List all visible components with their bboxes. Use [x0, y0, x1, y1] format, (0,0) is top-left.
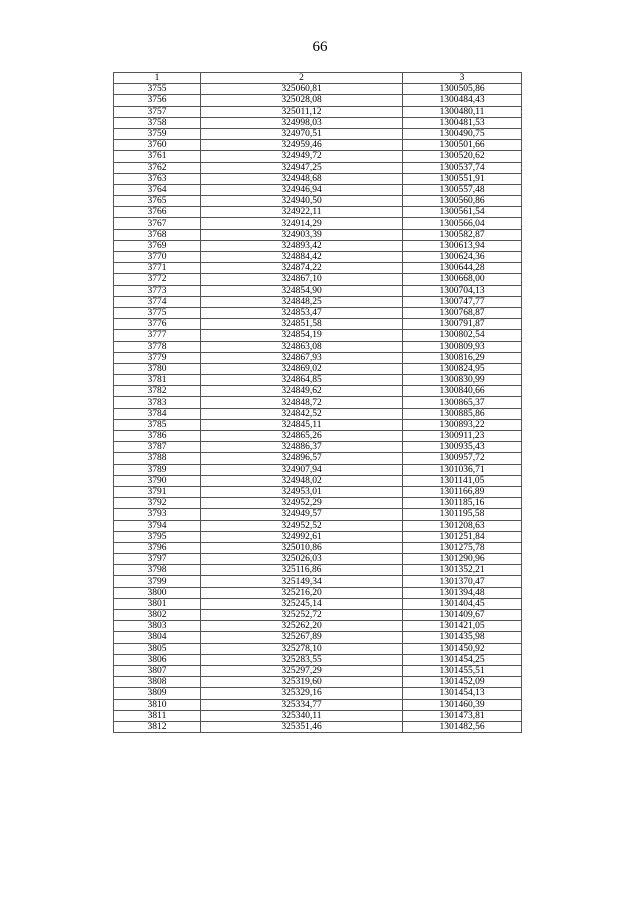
y-coordinate-cell: 1301251,84	[403, 531, 522, 542]
point-number-cell: 3797	[114, 554, 201, 565]
x-coordinate-cell: 324952,52	[201, 520, 403, 531]
y-coordinate-cell: 1301166,89	[403, 486, 522, 497]
header-row	[114, 73, 522, 84]
point-number-cell: 3762	[114, 162, 201, 173]
point-number-cell: 3791	[114, 486, 201, 497]
point-number-cell: 3770	[114, 252, 201, 263]
point-number-cell: 3766	[114, 207, 201, 218]
table-row	[114, 285, 522, 296]
y-coordinate-cell: 1301421,05	[403, 621, 522, 632]
x-coordinate-cell: 325010,86	[201, 542, 403, 553]
x-coordinate-cell: 324903,39	[201, 229, 403, 240]
x-coordinate-cell: 325149,34	[201, 576, 403, 587]
point-number-cell: 3806	[114, 654, 201, 665]
x-coordinate-cell: 324867,93	[201, 352, 403, 363]
column-header-point: 1	[114, 73, 201, 84]
table-row	[114, 386, 522, 397]
x-coordinate-cell: 325334,77	[201, 699, 403, 710]
x-coordinate-cell: 325060,81	[201, 84, 403, 95]
point-number-cell: 3758	[114, 117, 201, 128]
table-row	[114, 240, 522, 251]
x-coordinate-cell: 324848,72	[201, 397, 403, 408]
x-coordinate-cell: 324874,22	[201, 263, 403, 274]
x-coordinate-cell: 325252,72	[201, 610, 403, 621]
point-number-cell: 3755	[114, 84, 201, 95]
point-number-cell: 3775	[114, 307, 201, 318]
point-number-cell: 3803	[114, 621, 201, 632]
point-number-cell: 3812	[114, 721, 201, 732]
x-coordinate-cell: 324907,94	[201, 464, 403, 475]
table-row	[114, 117, 522, 128]
y-coordinate-cell: 1300520,62	[403, 151, 522, 162]
table-row	[114, 352, 522, 363]
y-coordinate-cell: 1300865,37	[403, 397, 522, 408]
point-number-cell: 3810	[114, 699, 201, 710]
x-coordinate-cell: 324959,46	[201, 140, 403, 151]
table-row	[114, 296, 522, 307]
page-number: 66	[312, 39, 328, 55]
point-number-cell: 3794	[114, 520, 201, 531]
point-number-cell: 3771	[114, 263, 201, 274]
table-row	[114, 699, 522, 710]
table-body	[114, 84, 522, 733]
point-number-cell: 3808	[114, 677, 201, 688]
y-coordinate-cell: 1301290,96	[403, 554, 522, 565]
table-row	[114, 632, 522, 643]
x-coordinate-cell: 325297,29	[201, 665, 403, 676]
x-coordinate-cell: 324948,02	[201, 475, 403, 486]
point-number-cell: 3790	[114, 475, 201, 486]
table-row	[114, 375, 522, 386]
point-number-cell: 3756	[114, 95, 201, 106]
point-number-cell: 3779	[114, 352, 201, 363]
column-header-x: 2	[201, 73, 403, 84]
table-row	[114, 330, 522, 341]
point-number-cell: 3798	[114, 565, 201, 576]
point-number-cell: 3789	[114, 464, 201, 475]
point-number-cell: 3767	[114, 218, 201, 229]
table-row	[114, 151, 522, 162]
coordinates-table	[113, 72, 522, 733]
table-row	[114, 128, 522, 139]
y-coordinate-cell: 1300935,43	[403, 442, 522, 453]
y-coordinate-cell: 1300490,75	[403, 128, 522, 139]
y-coordinate-cell: 1300824,95	[403, 363, 522, 374]
y-coordinate-cell: 1300802,54	[403, 330, 522, 341]
x-coordinate-cell: 324949,72	[201, 151, 403, 162]
x-coordinate-cell: 325028,08	[201, 95, 403, 106]
table-row	[114, 341, 522, 352]
y-coordinate-cell: 1300704,13	[403, 285, 522, 296]
y-coordinate-cell: 1301454,25	[403, 654, 522, 665]
point-number-cell: 3811	[114, 710, 201, 721]
x-coordinate-cell: 325262,20	[201, 621, 403, 632]
point-number-cell: 3784	[114, 408, 201, 419]
point-number-cell: 3792	[114, 498, 201, 509]
point-number-cell: 3780	[114, 363, 201, 374]
x-coordinate-cell: 325351,46	[201, 721, 403, 732]
x-coordinate-cell: 324848,25	[201, 296, 403, 307]
y-coordinate-cell: 1301473,81	[403, 710, 522, 721]
x-coordinate-cell: 325026,03	[201, 554, 403, 565]
x-coordinate-cell: 325278,10	[201, 643, 403, 654]
y-coordinate-cell: 1301195,58	[403, 509, 522, 520]
y-coordinate-cell: 1300957,72	[403, 453, 522, 464]
table-row	[114, 229, 522, 240]
table-row	[114, 173, 522, 184]
x-coordinate-cell: 324946,94	[201, 184, 403, 195]
y-coordinate-cell: 1300566,04	[403, 218, 522, 229]
table-row	[114, 95, 522, 106]
table-row	[114, 408, 522, 419]
y-coordinate-cell: 1300582,87	[403, 229, 522, 240]
y-coordinate-cell: 1301185,16	[403, 498, 522, 509]
y-coordinate-cell: 1301404,45	[403, 598, 522, 609]
table-row	[114, 319, 522, 330]
x-coordinate-cell: 325283,55	[201, 654, 403, 665]
y-coordinate-cell: 1301435,98	[403, 632, 522, 643]
point-number-cell: 3772	[114, 274, 201, 285]
point-number-cell: 3787	[114, 442, 201, 453]
point-number-cell: 3804	[114, 632, 201, 643]
x-coordinate-cell: 324970,51	[201, 128, 403, 139]
table-row	[114, 363, 522, 374]
point-number-cell: 3782	[114, 386, 201, 397]
x-coordinate-cell: 324851,58	[201, 319, 403, 330]
table-row	[114, 453, 522, 464]
table-row	[114, 397, 522, 408]
point-number-cell: 3777	[114, 330, 201, 341]
table-row	[114, 710, 522, 721]
column-header-y: 3	[403, 73, 522, 84]
y-coordinate-cell: 1300561,54	[403, 207, 522, 218]
point-number-cell: 3800	[114, 587, 201, 598]
x-coordinate-cell: 324869,02	[201, 363, 403, 374]
point-number-cell: 3802	[114, 610, 201, 621]
y-coordinate-cell: 1300537,74	[403, 162, 522, 173]
x-coordinate-cell: 324940,50	[201, 196, 403, 207]
y-coordinate-cell: 1300816,29	[403, 352, 522, 363]
x-coordinate-cell: 324948,68	[201, 173, 403, 184]
x-coordinate-cell: 324947,25	[201, 162, 403, 173]
table-row	[114, 554, 522, 565]
table-row	[114, 531, 522, 542]
y-coordinate-cell: 1300747,77	[403, 296, 522, 307]
table-row	[114, 84, 522, 95]
point-number-cell: 3781	[114, 375, 201, 386]
x-coordinate-cell: 324949,57	[201, 509, 403, 520]
y-coordinate-cell: 1300830,99	[403, 375, 522, 386]
point-number-cell: 3759	[114, 128, 201, 139]
table-row	[114, 643, 522, 654]
x-coordinate-cell: 324854,90	[201, 285, 403, 296]
x-coordinate-cell: 325245,14	[201, 598, 403, 609]
x-coordinate-cell: 325319,60	[201, 677, 403, 688]
y-coordinate-cell: 1300501,66	[403, 140, 522, 151]
y-coordinate-cell: 1301370,47	[403, 576, 522, 587]
y-coordinate-cell: 1300551,91	[403, 173, 522, 184]
table-row	[114, 196, 522, 207]
x-coordinate-cell: 324884,42	[201, 252, 403, 263]
x-coordinate-cell: 324896,57	[201, 453, 403, 464]
x-coordinate-cell: 324842,52	[201, 408, 403, 419]
y-coordinate-cell: 1301352,21	[403, 565, 522, 576]
table-row	[114, 106, 522, 117]
point-number-cell: 3801	[114, 598, 201, 609]
table-row	[114, 140, 522, 151]
point-number-cell: 3793	[114, 509, 201, 520]
table-row	[114, 576, 522, 587]
x-coordinate-cell: 324865,26	[201, 431, 403, 442]
x-coordinate-cell: 324845,11	[201, 419, 403, 430]
y-coordinate-cell: 1300809,93	[403, 341, 522, 352]
point-number-cell: 3807	[114, 665, 201, 676]
table-row	[114, 520, 522, 531]
y-coordinate-cell: 1301455,51	[403, 665, 522, 676]
y-coordinate-cell: 1301460,39	[403, 699, 522, 710]
point-number-cell: 3778	[114, 341, 201, 352]
x-coordinate-cell: 325116,86	[201, 565, 403, 576]
point-number-cell: 3774	[114, 296, 201, 307]
x-coordinate-cell: 324863,08	[201, 341, 403, 352]
y-coordinate-cell: 1300911,23	[403, 431, 522, 442]
point-number-cell: 3809	[114, 688, 201, 699]
y-coordinate-cell: 1301141,05	[403, 475, 522, 486]
x-coordinate-cell: 324886,37	[201, 442, 403, 453]
x-coordinate-cell: 324952,29	[201, 498, 403, 509]
point-number-cell: 3788	[114, 453, 201, 464]
table-row	[114, 263, 522, 274]
x-coordinate-cell: 325216,20	[201, 587, 403, 598]
point-number-cell: 3795	[114, 531, 201, 542]
y-coordinate-cell: 1301275,78	[403, 542, 522, 553]
y-coordinate-cell: 1300624,36	[403, 252, 522, 263]
point-number-cell: 3764	[114, 184, 201, 195]
point-number-cell: 3757	[114, 106, 201, 117]
point-number-cell: 3776	[114, 319, 201, 330]
table-row	[114, 442, 522, 453]
y-coordinate-cell: 1300893,22	[403, 419, 522, 430]
table-row	[114, 218, 522, 229]
y-coordinate-cell: 1300768,87	[403, 307, 522, 318]
point-number-cell: 3769	[114, 240, 201, 251]
table-row	[114, 688, 522, 699]
table-row	[114, 498, 522, 509]
y-coordinate-cell: 1300644,28	[403, 263, 522, 274]
x-coordinate-cell: 325340,11	[201, 710, 403, 721]
x-coordinate-cell: 324864,85	[201, 375, 403, 386]
x-coordinate-cell: 325011,12	[201, 106, 403, 117]
table-row	[114, 665, 522, 676]
x-coordinate-cell: 324922,11	[201, 207, 403, 218]
x-coordinate-cell: 324953,01	[201, 486, 403, 497]
y-coordinate-cell: 1301452,09	[403, 677, 522, 688]
point-number-cell: 3786	[114, 431, 201, 442]
table-row	[114, 475, 522, 486]
y-coordinate-cell: 1301036,71	[403, 464, 522, 475]
x-coordinate-cell: 324853,47	[201, 307, 403, 318]
table-row	[114, 184, 522, 195]
table-row	[114, 542, 522, 553]
point-number-cell: 3783	[114, 397, 201, 408]
point-number-cell: 3785	[114, 419, 201, 430]
table-row	[114, 162, 522, 173]
y-coordinate-cell: 1300840,66	[403, 386, 522, 397]
table-row	[114, 419, 522, 430]
y-coordinate-cell: 1301454,13	[403, 688, 522, 699]
table-row	[114, 274, 522, 285]
point-number-cell: 3799	[114, 576, 201, 587]
point-number-cell: 3765	[114, 196, 201, 207]
table-row	[114, 207, 522, 218]
table-row	[114, 598, 522, 609]
x-coordinate-cell: 325329,16	[201, 688, 403, 699]
y-coordinate-cell: 1301409,67	[403, 610, 522, 621]
y-coordinate-cell: 1300613,94	[403, 240, 522, 251]
y-coordinate-cell: 1300505,86	[403, 84, 522, 95]
y-coordinate-cell: 1300885,86	[403, 408, 522, 419]
table-row	[114, 464, 522, 475]
y-coordinate-cell: 1301394,48	[403, 587, 522, 598]
y-coordinate-cell: 1300557,48	[403, 184, 522, 195]
table-row	[114, 721, 522, 732]
y-coordinate-cell: 1301482,56	[403, 721, 522, 732]
point-number-cell: 3761	[114, 151, 201, 162]
point-number-cell: 3805	[114, 643, 201, 654]
x-coordinate-cell: 324914,29	[201, 218, 403, 229]
table-header	[114, 73, 522, 84]
point-number-cell: 3773	[114, 285, 201, 296]
x-coordinate-cell: 324854,19	[201, 330, 403, 341]
table-row	[114, 307, 522, 318]
y-coordinate-cell: 1300560,86	[403, 196, 522, 207]
table-row	[114, 565, 522, 576]
y-coordinate-cell: 1300481,53	[403, 117, 522, 128]
point-number-cell: 3763	[114, 173, 201, 184]
table-row	[114, 587, 522, 598]
y-coordinate-cell: 1301450,92	[403, 643, 522, 654]
x-coordinate-cell: 324998,03	[201, 117, 403, 128]
point-number-cell: 3760	[114, 140, 201, 151]
y-coordinate-cell: 1300484,43	[403, 95, 522, 106]
table-row	[114, 677, 522, 688]
y-coordinate-cell: 1300791,87	[403, 319, 522, 330]
y-coordinate-cell: 1300480,11	[403, 106, 522, 117]
x-coordinate-cell: 325267,89	[201, 632, 403, 643]
point-number-cell: 3796	[114, 542, 201, 553]
table-row	[114, 610, 522, 621]
table-row	[114, 621, 522, 632]
table-row	[114, 486, 522, 497]
y-coordinate-cell: 1300668,00	[403, 274, 522, 285]
x-coordinate-cell: 324867,10	[201, 274, 403, 285]
x-coordinate-cell: 324849,62	[201, 386, 403, 397]
table-row	[114, 654, 522, 665]
table-row	[114, 252, 522, 263]
x-coordinate-cell: 324992,61	[201, 531, 403, 542]
table-row	[114, 431, 522, 442]
y-coordinate-cell: 1301208,63	[403, 520, 522, 531]
point-number-cell: 3768	[114, 229, 201, 240]
table-row	[114, 509, 522, 520]
x-coordinate-cell: 324893,42	[201, 240, 403, 251]
